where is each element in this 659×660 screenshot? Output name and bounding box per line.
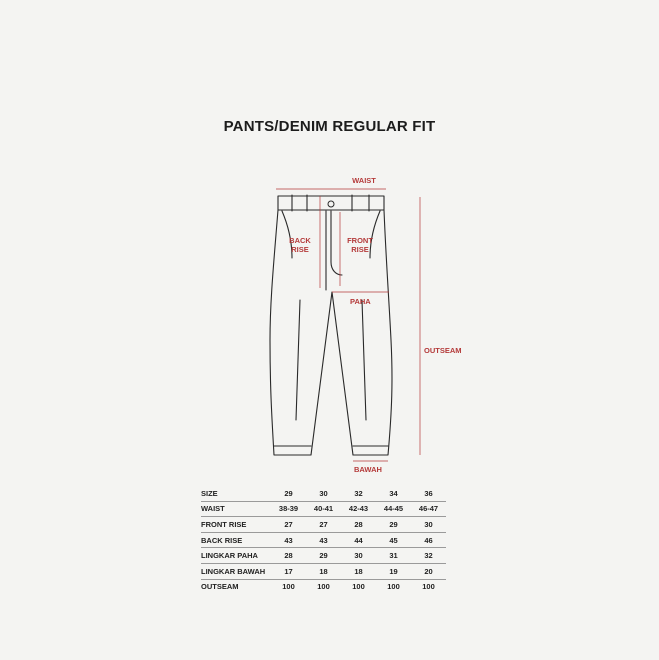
size-table bbox=[201, 486, 446, 594]
table-cell: 20 bbox=[411, 563, 446, 579]
button bbox=[328, 201, 334, 207]
label-paha: PAHA bbox=[350, 297, 371, 306]
table-cell: 29 bbox=[306, 548, 341, 564]
table-cell: 42-43 bbox=[341, 501, 376, 517]
header-label: SIZE bbox=[201, 486, 271, 501]
table-cell: 30 bbox=[341, 548, 376, 564]
table-cell: 18 bbox=[341, 563, 376, 579]
row-label: LINGKAR BAWAH bbox=[201, 563, 271, 579]
size-table-header bbox=[201, 486, 446, 501]
table-row bbox=[201, 517, 446, 533]
table-cell: 30 bbox=[411, 517, 446, 533]
row-label: OUTSEAM bbox=[201, 582, 239, 592]
header-size-29: 29 bbox=[271, 486, 306, 501]
table-cell: 43 bbox=[271, 532, 306, 548]
row-label: LINGKAR PAHA bbox=[201, 548, 271, 564]
table-cell: 27 bbox=[271, 517, 306, 533]
row-label: FRONT RISE bbox=[201, 517, 271, 533]
table-row bbox=[201, 532, 446, 548]
leg-crease-left bbox=[296, 300, 300, 420]
table-cell: 18 bbox=[306, 563, 341, 579]
waistband bbox=[278, 196, 384, 210]
header-size-36: 36 bbox=[411, 486, 446, 501]
table-row bbox=[201, 548, 446, 564]
table-cell: 43 bbox=[306, 532, 341, 548]
table-cell: 100 bbox=[422, 582, 435, 592]
table-cell: 46-47 bbox=[411, 501, 446, 517]
table-cell: 28 bbox=[271, 548, 306, 564]
table-cell: 19 bbox=[376, 563, 411, 579]
chart-title: PANTS/DENIM REGULAR FIT bbox=[223, 118, 436, 135]
table-cell: 46 bbox=[411, 532, 446, 548]
table-cell: 100 bbox=[387, 582, 400, 592]
row-label: WAIST bbox=[201, 501, 271, 517]
table-cell: 40-41 bbox=[306, 501, 341, 517]
leg-crease-right bbox=[362, 300, 366, 420]
label-back-rise: BACK RISE bbox=[289, 236, 311, 254]
label-outseam: OUTSEAM bbox=[424, 346, 462, 355]
header-size-34: 34 bbox=[376, 486, 411, 501]
table-cell: 29 bbox=[376, 517, 411, 533]
table-cell: 100 bbox=[352, 582, 365, 592]
label-waist: WAIST bbox=[352, 176, 376, 185]
table-cell: 100 bbox=[317, 582, 330, 592]
table-row bbox=[201, 501, 446, 517]
header-size-30: 30 bbox=[306, 486, 341, 501]
table-cell: 28 bbox=[341, 517, 376, 533]
table-cell: 38-39 bbox=[271, 501, 306, 517]
table-row bbox=[201, 579, 446, 594]
table-cell: 45 bbox=[376, 532, 411, 548]
row-label: BACK RISE bbox=[201, 532, 271, 548]
header-size-32: 32 bbox=[341, 486, 376, 501]
table-cell: 17 bbox=[271, 563, 306, 579]
table-row bbox=[201, 563, 446, 579]
table-cell: 44-45 bbox=[376, 501, 411, 517]
label-front-rise: FRONT RISE bbox=[347, 236, 373, 254]
table-cell: 44 bbox=[341, 532, 376, 548]
table-cell: 27 bbox=[306, 517, 341, 533]
label-bawah: BAWAH bbox=[354, 465, 382, 474]
table-cell: 100 bbox=[282, 582, 295, 592]
table-cell: 32 bbox=[411, 548, 446, 564]
table-cell: 31 bbox=[376, 548, 411, 564]
